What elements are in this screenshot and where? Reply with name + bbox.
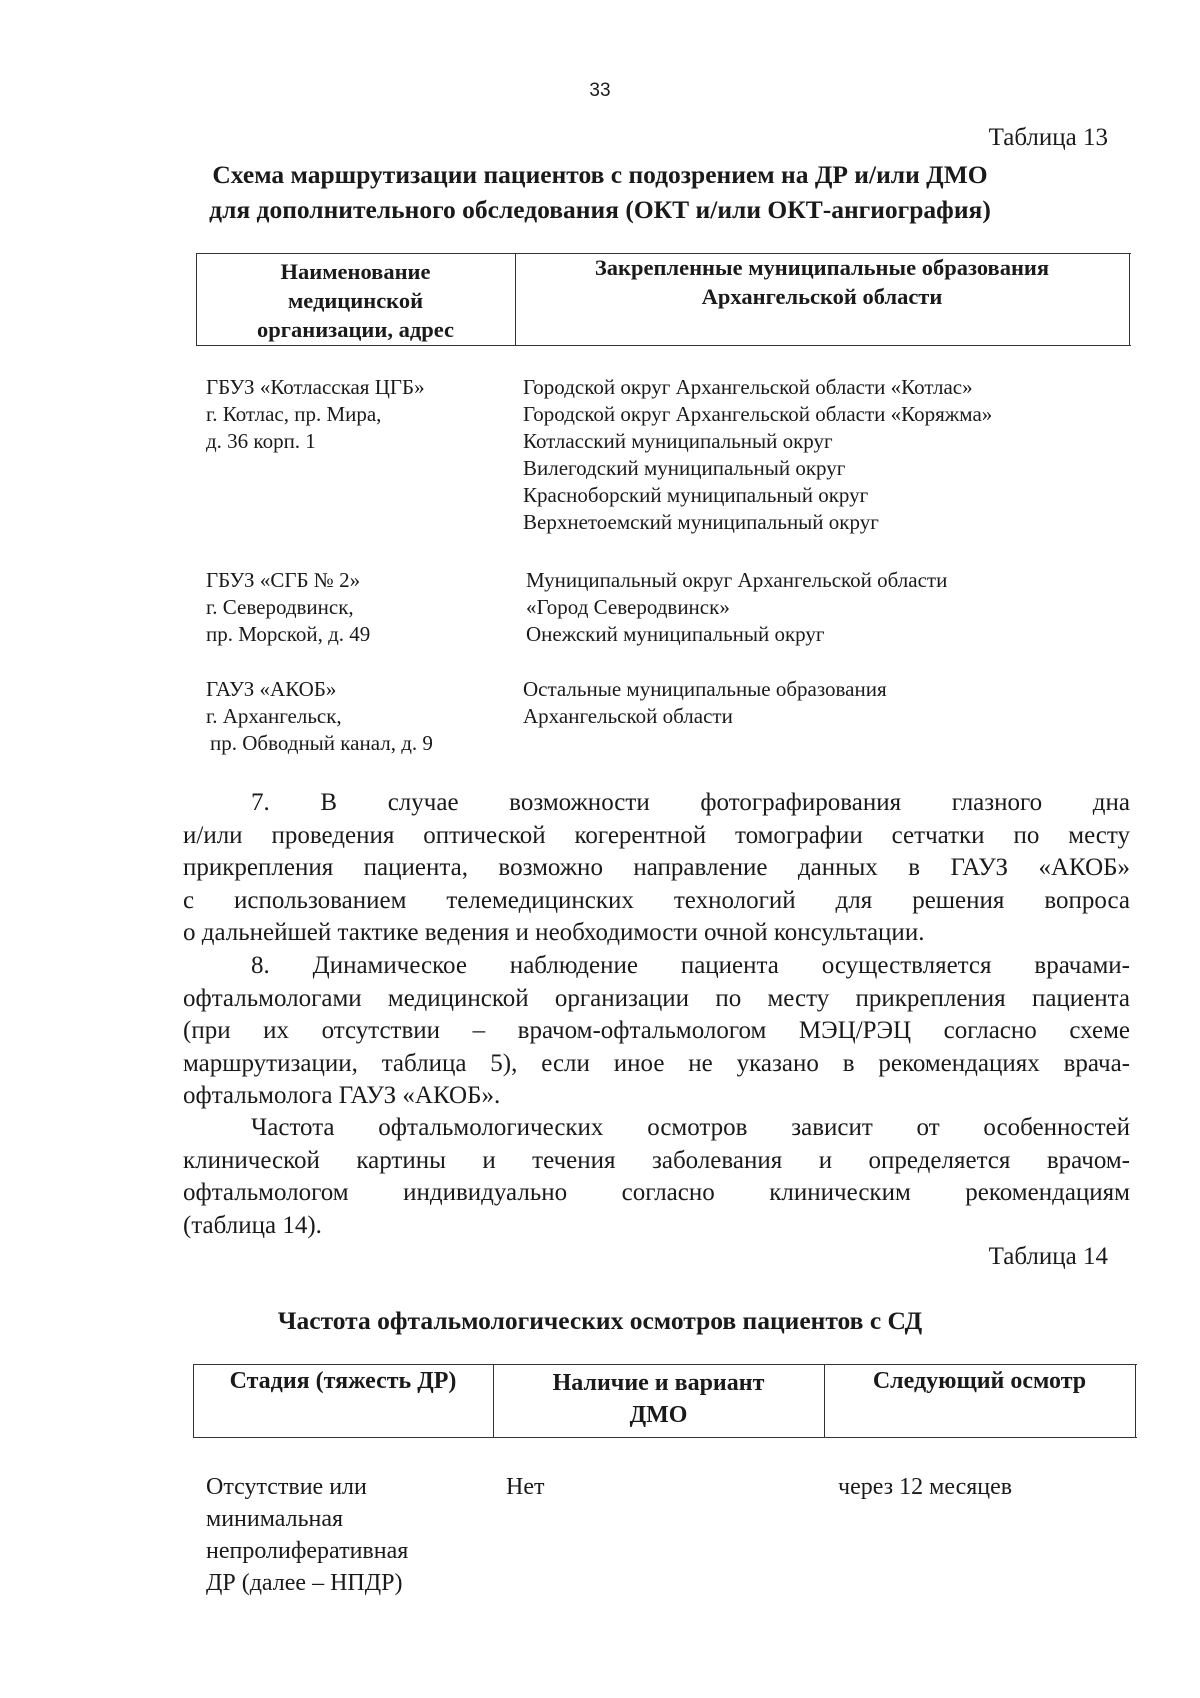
paragraph-8: 8. Динамическое наблюдение пациента осуществляется врачами- офтальмологами медицинской организации по месту прикрепления пациента (при их отсутствии – врачом-офтальмологом МЭЦ/РЭЦ согласно схеме маршрутизации, таблица 5), если иное не указано в рекомендациях врача- офтальмолога ГАУЗ «АКОБ». — [183, 952, 1130, 1109]
paragraph-9: Частота офтальмологических осмотров зависит от особенностей клинической картины и течения заболевания и определяется врачом- офтальмологом индивидуально согласно клиническим рекомендациям (таблица 14). — [183, 1114, 1130, 1239]
table13-row3-org: ГАУЗ «АКОБ» г. Архангельск, пр. Обводный канал, д. 9 — [206, 677, 433, 755]
table14-title: Частота офтальмологических осмотров пациентов с СД — [277, 1306, 923, 1335]
table13-row2-areas: Муниципальный округ Архангельской области «Город Северодвинск» Онежский муниципальный округ — [526, 568, 948, 646]
table13-title-line: Схема маршрутизации пациентов с подозрением на ДР и/или ДМО — [212, 160, 988, 189]
table14-header-dmo: Наличие и вариант ДМО — [552, 1370, 765, 1428]
table13-row2-org: ГБУЗ «СГБ № 2» г. Северодвинск, пр. Морской, д. 49 — [206, 568, 371, 646]
paragraph-7: 7. В случае возможности фотографирования глазного дна и/или проведения оптической когерентной томографии сетчатки по месту прикрепления пациента, возможно направление данных в ГАУЗ «АКОБ» с использованием телемедицинских технологий для решения вопроса о дальнейшей тактике ведения и необходимости очной консультации. — [183, 789, 1130, 946]
table14-row1-dmo: Нет — [506, 1474, 545, 1500]
table14-label: Таблица 14 — [988, 1243, 1108, 1270]
table13-row1-areas: Городской округ Архангельской области «Котлас» Городской округ Архангельской области «Коряжма» Котласский муниципальный округ Вилегодский муниципальный округ Красноборский муниципальный округ Верхнетоемский муниципальный округ — [523, 375, 993, 534]
table14-row1-stage: Отсутствие или минимальная непролиферативная ДР (далее – НПДР) — [206, 1474, 409, 1596]
table13-row1-org: ГБУЗ «Котласская ЦГБ» г. Котлас, пр. Мира, д. 36 корп. 1 — [206, 375, 425, 453]
table14-header-stage: Стадия (тяжесть ДР) — [229, 1368, 457, 1394]
page-number: 33 — [589, 80, 611, 101]
table13-title — [0, 157, 1200, 227]
table13-title-line: для дополнительного обследования (ОКТ и/или ОКТ-ангиография) — [209, 195, 991, 224]
table13-header — [196, 253, 1131, 346]
table14-header-next: Следующий осмотр — [872, 1368, 1087, 1394]
table13-row3-areas: Остальные муниципальные образования Архангельской области — [523, 677, 887, 728]
table14-header — [193, 1364, 1137, 1438]
table13-header-org: Наименование медицинской организации, адрес — [257, 259, 454, 342]
table13-label: Таблица 13 — [988, 124, 1108, 151]
table14-row1-next: через 12 месяцев — [838, 1474, 1013, 1500]
table13-header-areas: Закрепленные муниципальные образования Архангельской области — [594, 255, 1050, 309]
